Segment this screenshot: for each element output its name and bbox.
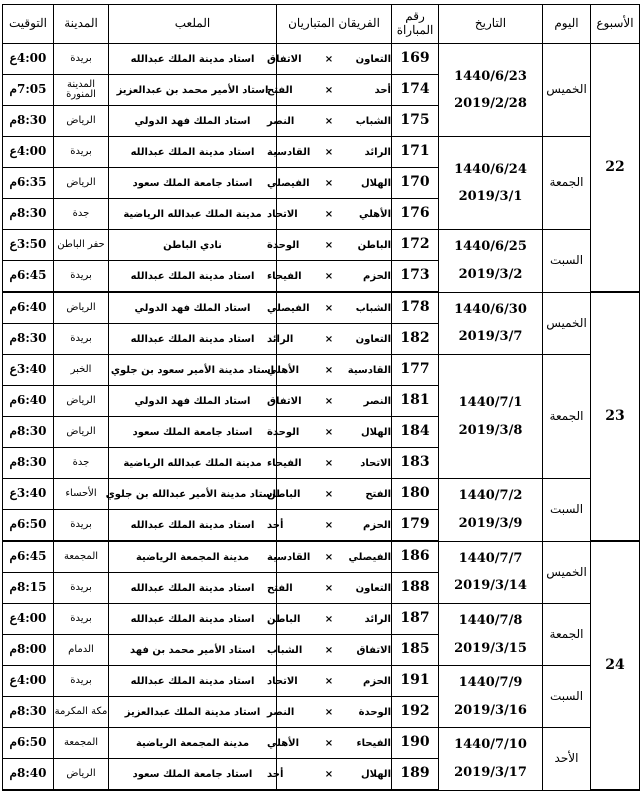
home-team: الحزم — [363, 270, 391, 282]
date-cell — [439, 230, 543, 293]
match-number: 182 — [392, 324, 439, 355]
kickoff-time: 8:40م — [3, 759, 54, 791]
kickoff-time: 3:50ع — [3, 230, 54, 261]
gregorian-date: 2019/3/8 — [458, 422, 523, 438]
week-number-cell: 22 — [591, 44, 640, 293]
kickoff-time: 8:30م — [3, 106, 54, 137]
stadium-cell: مدينة المجمعة الرياضية — [109, 728, 277, 759]
city-cell: الدمام — [54, 635, 109, 666]
city-cell: بريدة — [54, 604, 109, 635]
city-cell: الرياض — [54, 386, 109, 417]
away-team: الاتحاد — [267, 208, 298, 220]
header-time: التوقيت — [3, 5, 54, 44]
match-schedule-table — [2, 4, 640, 791]
match-number: 177 — [392, 355, 439, 386]
kickoff-time: 4:00ع — [3, 666, 54, 697]
versus-symbol: × — [324, 364, 334, 376]
kickoff-time: 8:30م — [3, 199, 54, 230]
header-date: التاريخ — [439, 5, 543, 44]
teams-cell — [267, 199, 392, 230]
teams-cell — [267, 697, 392, 728]
teams-cell — [267, 573, 392, 604]
date-cell — [439, 541, 543, 604]
match-number: 179 — [392, 510, 439, 542]
header-match-number: رقم المباراة — [392, 5, 439, 44]
kickoff-time: 8:30م — [3, 697, 54, 728]
city-cell: جدة — [54, 199, 109, 230]
teams-cell — [267, 604, 392, 635]
away-team: الوحدة — [267, 239, 300, 251]
away-team: الباطن — [267, 488, 301, 500]
city-cell: الرياض — [54, 417, 109, 448]
home-team: التعاون — [355, 582, 391, 594]
city-cell: جدة — [54, 448, 109, 479]
versus-symbol: × — [324, 737, 334, 749]
away-team: أحد — [267, 768, 284, 780]
kickoff-time: 8:30م — [3, 324, 54, 355]
table-row — [3, 541, 640, 573]
teams-cell — [267, 44, 392, 75]
kickoff-time: 6:50م — [3, 728, 54, 759]
date-cell — [439, 355, 543, 479]
gregorian-date: 2019/3/2 — [458, 266, 523, 282]
table-row — [3, 137, 640, 168]
home-team: الشباب — [355, 302, 391, 314]
home-team: الحزم — [363, 519, 391, 531]
versus-symbol: × — [324, 395, 334, 407]
city-cell: الأحساء — [54, 479, 109, 510]
home-team: الفتح — [365, 488, 391, 500]
away-team: القادسية — [267, 146, 311, 158]
versus-symbol: × — [324, 582, 334, 594]
kickoff-time: 6:45م — [3, 541, 54, 573]
gregorian-date: 2019/3/16 — [454, 702, 527, 718]
city-cell: المدينة المنورة — [54, 75, 109, 106]
match-number: 189 — [392, 759, 439, 791]
hijri-date: 1440/6/25 — [454, 239, 527, 255]
city-cell: الرياض — [54, 106, 109, 137]
match-number: 174 — [392, 75, 439, 106]
stadium-cell: استاد الملك فهد الدولي — [109, 386, 277, 417]
gregorian-date: 2019/3/17 — [454, 764, 527, 780]
teams-cell — [267, 137, 392, 168]
home-team: الاتحاد — [360, 457, 391, 469]
away-team: الشباب — [267, 644, 303, 656]
away-team: الباطن — [267, 613, 301, 625]
kickoff-time: 4:00ع — [3, 604, 54, 635]
teams-cell — [267, 106, 392, 137]
stadium-cell: استاد الملك فهد الدولي — [109, 292, 277, 324]
hijri-date: 1440/6/30 — [454, 301, 527, 317]
date-cell — [439, 137, 543, 230]
teams-cell — [267, 324, 392, 355]
kickoff-time: 3:40ع — [3, 355, 54, 386]
day-cell: الجمعة — [543, 604, 591, 666]
table-row — [3, 292, 640, 324]
city-cell: الرياض — [54, 168, 109, 199]
day-cell: الجمعة — [543, 137, 591, 230]
versus-symbol: × — [324, 644, 334, 656]
city-cell: بريدة — [54, 510, 109, 542]
away-team: الوحدة — [267, 426, 300, 438]
header-week: الأسبوع — [591, 5, 640, 44]
versus-symbol: × — [324, 302, 334, 314]
stadium-cell: مدينة الملك عبدالله الرياضية — [109, 199, 277, 230]
date-cell — [439, 666, 543, 728]
versus-symbol: × — [324, 551, 334, 563]
kickoff-time: 8:15م — [3, 573, 54, 604]
stadium-cell: استاد مدينة الملك عبدالله — [109, 666, 277, 697]
match-number: 173 — [392, 261, 439, 293]
away-team: النصر — [267, 706, 295, 718]
home-team: الرائد — [364, 613, 391, 625]
versus-symbol: × — [324, 768, 334, 780]
stadium-cell: استاد مدينة الملك عبدالعزيز — [109, 697, 277, 728]
away-team: الاتحاد — [267, 675, 298, 687]
schedule-body — [3, 44, 640, 791]
match-number: 188 — [392, 573, 439, 604]
versus-symbol: × — [324, 613, 334, 625]
away-team: القادسية — [267, 551, 311, 563]
kickoff-time: 6:50م — [3, 510, 54, 542]
gregorian-date: 2019/2/28 — [454, 96, 527, 111]
stadium-cell: استاد مدينة الملك عبدالله — [109, 510, 277, 542]
home-team: أحد — [374, 84, 391, 96]
away-team: الفيصلي — [267, 177, 310, 189]
header-stadium: الملعب — [109, 5, 277, 44]
away-team: الاتفاق — [267, 395, 302, 407]
home-team: الشباب — [355, 115, 391, 127]
city-cell: بريدة — [54, 573, 109, 604]
table-row — [3, 666, 640, 697]
away-team: الرائد — [267, 333, 294, 345]
table-row — [3, 355, 640, 386]
versus-symbol: × — [324, 706, 334, 718]
away-team: الأهلي — [267, 364, 300, 376]
versus-symbol: × — [324, 333, 334, 345]
versus-symbol: × — [324, 177, 334, 189]
hijri-date: 1440/6/24 — [454, 161, 527, 177]
day-cell: السبت — [543, 479, 591, 542]
match-number: 187 — [392, 604, 439, 635]
teams-cell — [267, 759, 392, 791]
stadium-cell: مدينة الملك عبدالله الرياضية — [109, 448, 277, 479]
versus-symbol: × — [324, 270, 334, 282]
gregorian-date: 2019/3/1 — [458, 189, 523, 204]
date-cell — [439, 604, 543, 666]
city-cell: بريدة — [54, 666, 109, 697]
date-cell — [439, 728, 543, 791]
versus-symbol: × — [324, 239, 334, 251]
kickoff-time: 6:40م — [3, 386, 54, 417]
day-cell: الخميس — [543, 292, 591, 355]
away-team: الفيحاء — [267, 270, 302, 282]
day-cell: السبت — [543, 230, 591, 293]
stadium-cell: استاد مدينة الملك عبدالله — [109, 261, 277, 293]
home-team: الوحدة — [358, 706, 391, 718]
home-team: النصر — [363, 395, 391, 407]
gregorian-date: 2019/3/7 — [458, 329, 523, 345]
home-team: الفيحاء — [356, 737, 391, 749]
city-cell: الرياض — [54, 759, 109, 791]
match-number: 185 — [392, 635, 439, 666]
table-row — [3, 230, 640, 261]
kickoff-time: 4:00ع — [3, 44, 54, 75]
away-team: النصر — [267, 115, 295, 127]
city-cell: بريدة — [54, 44, 109, 75]
hijri-date: 1440/7/1 — [458, 395, 523, 411]
teams-cell — [267, 355, 392, 386]
teams-cell — [267, 261, 392, 293]
stadium-cell: استاد مدينة الملك عبدالله — [109, 573, 277, 604]
match-number: 175 — [392, 106, 439, 137]
city-cell: مكة المكرمة — [54, 697, 109, 728]
match-number: 186 — [392, 541, 439, 573]
home-team: الهلال — [360, 768, 391, 780]
match-number: 191 — [392, 666, 439, 697]
date-cell — [439, 44, 543, 137]
table-row — [3, 604, 640, 635]
kickoff-time: 4:00ع — [3, 137, 54, 168]
hijri-date: 1440/7/7 — [458, 550, 523, 566]
away-team: الأهلي — [267, 737, 300, 749]
stadium-cell: استاد مدينة الملك عبدالله — [109, 604, 277, 635]
stadium-cell: استاد الملك فهد الدولي — [109, 106, 277, 137]
versus-symbol: × — [324, 675, 334, 687]
versus-symbol: × — [324, 426, 334, 438]
stadium-cell: مدينة المجمعة الرياضية — [109, 541, 277, 573]
stadium-cell: استاد مدينة الأمير سعود بن جلوي — [109, 355, 277, 386]
header-city: المدينة — [54, 5, 109, 44]
city-cell: بريدة — [54, 137, 109, 168]
date-cell — [439, 479, 543, 542]
away-team: الفتح — [267, 84, 293, 96]
teams-cell — [267, 230, 392, 261]
day-cell: الأحد — [543, 728, 591, 791]
kickoff-time: 6:40م — [3, 292, 54, 324]
table-row — [3, 728, 640, 759]
city-cell: المجمعة — [54, 728, 109, 759]
teams-cell — [267, 168, 392, 199]
home-team: الاتفاق — [356, 644, 391, 656]
header-day: اليوم — [543, 5, 591, 44]
week-number-cell: 24 — [591, 541, 640, 790]
stadium-cell: استاد الأمير محمد بن عبدالعزيز — [109, 75, 277, 106]
away-team: أحد — [267, 519, 284, 531]
schedule-container — [2, 4, 639, 791]
match-number: 170 — [392, 168, 439, 199]
kickoff-time: 6:35م — [3, 168, 54, 199]
table-row — [3, 479, 640, 510]
home-team: الهلال — [360, 426, 391, 438]
match-number: 192 — [392, 697, 439, 728]
match-number: 180 — [392, 479, 439, 510]
hijri-date: 1440/6/23 — [454, 68, 527, 84]
kickoff-time: 8:00م — [3, 635, 54, 666]
away-team: الفيصلي — [267, 302, 310, 314]
city-cell: الخبر — [54, 355, 109, 386]
teams-cell — [267, 479, 392, 510]
teams-cell — [267, 417, 392, 448]
home-team: الأهلي — [358, 208, 391, 220]
stadium-cell: استاد مدينة الملك عبدالله — [109, 137, 277, 168]
home-team: الفيصلي — [348, 551, 391, 563]
city-cell: حفر الباطن — [54, 230, 109, 261]
table-row — [3, 44, 640, 75]
city-cell: المجمعة — [54, 541, 109, 573]
stadium-cell: استاد جامعة الملك سعود — [109, 759, 277, 791]
home-team: الرائد — [364, 146, 391, 158]
match-number: 181 — [392, 386, 439, 417]
teams-cell — [267, 292, 392, 324]
home-team: الباطن — [357, 239, 391, 251]
home-team: التعاون — [355, 53, 391, 65]
day-cell: السبت — [543, 666, 591, 728]
away-team: الفتح — [267, 582, 293, 594]
teams-cell — [267, 541, 392, 573]
match-number: 178 — [392, 292, 439, 324]
stadium-cell: استاد الأمير محمد بن فهد — [109, 635, 277, 666]
header-row — [3, 5, 640, 44]
stadium-cell: استاد جامعة الملك سعود — [109, 168, 277, 199]
home-team: التعاون — [355, 333, 391, 345]
match-number: 172 — [392, 230, 439, 261]
teams-cell — [267, 635, 392, 666]
match-number: 171 — [392, 137, 439, 168]
header-teams: الفريقان المتباريان — [277, 5, 392, 44]
versus-symbol: × — [324, 488, 334, 500]
teams-cell — [267, 728, 392, 759]
kickoff-time: 8:30م — [3, 417, 54, 448]
home-team: الحزم — [363, 675, 391, 687]
match-number: 169 — [392, 44, 439, 75]
versus-symbol: × — [324, 84, 334, 96]
week-number-cell: 23 — [591, 292, 640, 541]
gregorian-date: 2019/3/14 — [454, 578, 527, 594]
teams-cell — [267, 666, 392, 697]
home-team: القادسية — [347, 364, 391, 376]
stadium-cell: نادي الباطن — [109, 230, 277, 261]
match-number: 176 — [392, 199, 439, 230]
teams-cell — [267, 448, 392, 479]
teams-cell — [267, 75, 392, 106]
kickoff-time: 6:45م — [3, 261, 54, 293]
gregorian-date: 2019/3/9 — [458, 515, 523, 531]
versus-symbol: × — [324, 115, 334, 127]
match-number: 190 — [392, 728, 439, 759]
teams-cell — [267, 510, 392, 542]
stadium-cell: استاد مدينة الأمير عبدالله بن جلوي — [109, 479, 277, 510]
city-cell: الرياض — [54, 292, 109, 324]
kickoff-time: 3:40ع — [3, 479, 54, 510]
stadium-cell: استاد مدينة الملك عبدالله — [109, 44, 277, 75]
versus-symbol: × — [324, 53, 334, 65]
versus-symbol: × — [324, 519, 334, 531]
city-cell: بريدة — [54, 261, 109, 293]
kickoff-time: 7:05م — [3, 75, 54, 106]
away-team: الاتفاق — [267, 53, 302, 65]
city-cell: بريدة — [54, 324, 109, 355]
versus-symbol: × — [324, 457, 334, 469]
kickoff-time: 8:30م — [3, 448, 54, 479]
away-team: الفيحاء — [267, 457, 302, 469]
match-number: 184 — [392, 417, 439, 448]
versus-symbol: × — [324, 146, 334, 158]
stadium-cell: استاد جامعة الملك سعود — [109, 417, 277, 448]
day-cell: الخميس — [543, 541, 591, 604]
day-cell: الخميس — [543, 44, 591, 137]
home-team: الهلال — [360, 177, 391, 189]
hijri-date: 1440/7/8 — [458, 613, 523, 629]
gregorian-date: 2019/3/15 — [454, 640, 527, 656]
versus-symbol: × — [324, 208, 334, 220]
stadium-cell: استاد مدينة الملك عبدالله — [109, 324, 277, 355]
day-cell: الجمعة — [543, 355, 591, 479]
teams-cell — [267, 386, 392, 417]
date-cell — [439, 292, 543, 355]
match-number: 183 — [392, 448, 439, 479]
hijri-date: 1440/7/9 — [458, 675, 523, 691]
hijri-date: 1440/7/2 — [458, 488, 523, 504]
hijri-date: 1440/7/10 — [454, 737, 527, 753]
